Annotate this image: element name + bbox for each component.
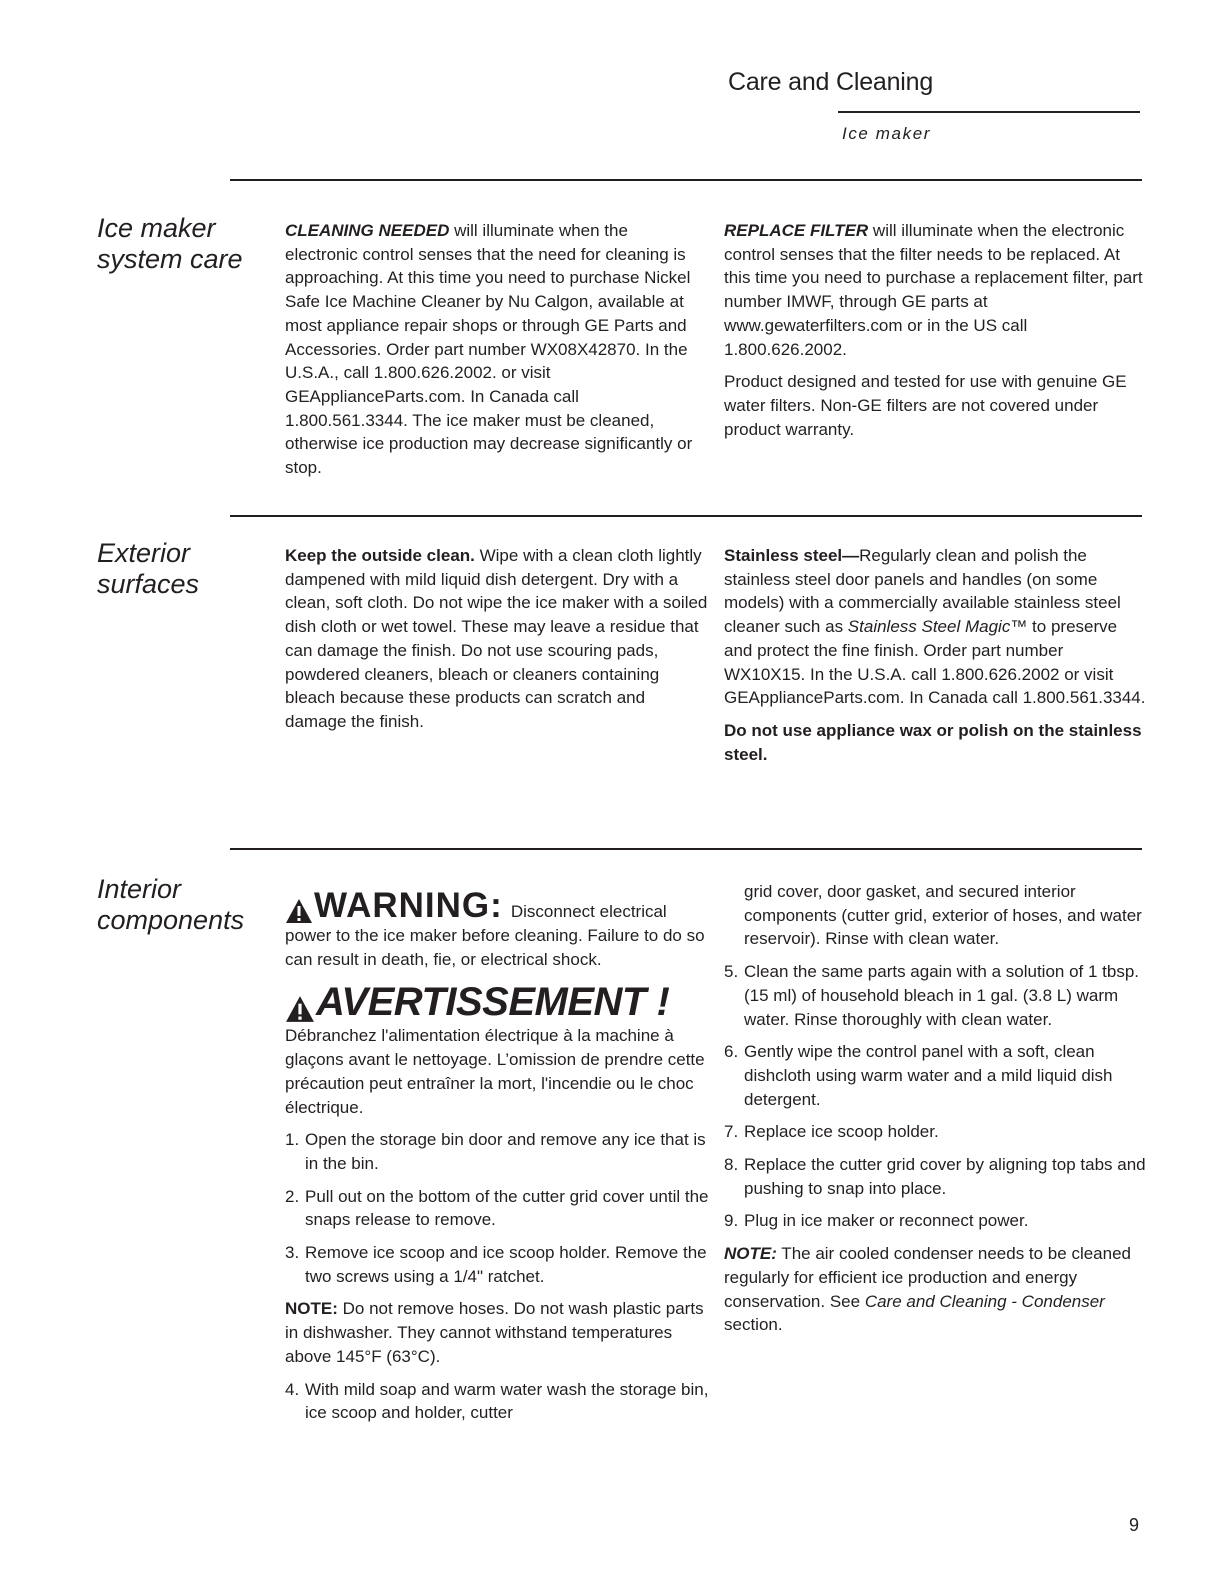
note-text: The air cooled condenser needs to be cleaned regularly for efficient ice production and energy conservation. See <box>724 1244 1131 1311</box>
stainless-steel-label: Stainless steel— <box>724 546 860 565</box>
wax-warning: Do not use appliance wax or polish on the stainless steel. <box>724 720 1142 764</box>
step-number: 9. <box>724 1211 739 1231</box>
step-item <box>285 1128 710 1175</box>
step-item <box>724 1153 1149 1200</box>
step-text: Pull out on the bottom of the cutter grid cover until the snaps release to remove. <box>305 1186 709 1230</box>
note-text: Do not remove hoses. Do not wash plastic parts in dishwasher. They cannot withstand temperatures above 145°F (63°C). <box>285 1299 704 1366</box>
replace-filter-label: REPLACE FILTER <box>724 221 869 240</box>
step-number: 2. <box>285 1186 300 1206</box>
cleaning-needed-label: CLEANING NEEDED <box>285 221 450 240</box>
warning-block <box>285 888 710 924</box>
step-item <box>285 1241 710 1288</box>
step-number: 7. <box>724 1122 739 1142</box>
heading-line: system care <box>97 244 243 274</box>
step-item <box>724 1040 1149 1111</box>
product-name: Stainless Steel Magic™ <box>847 617 1028 637</box>
interior-right-column <box>724 880 1149 1346</box>
heading-line: Ice maker <box>97 213 216 243</box>
step-number: 5. <box>724 962 739 982</box>
step-text: Replace the cutter grid cover by aligning top tabs and pushing to snap into place. <box>744 1155 1146 1198</box>
step-text: Clean the same parts again with a solution of 1 tbsp. (15 ml) of household bleach in 1 gal. (3.8 L) warm water. Rinse thoroughly with clean water. <box>744 962 1140 1029</box>
heading-line: surfaces <box>97 569 200 599</box>
stainless-steel-paragraph <box>724 544 1149 775</box>
section-heading-system-care <box>97 213 243 275</box>
stainless-text: to preserve and protect the fine finish. Order part number WX10X15. In the U.S.A. call 1.800.626.2002 or visit GEApplianceParts.com. In Canada call 1.800.561.3344. <box>724 617 1146 708</box>
heading-line: Interior <box>97 874 182 904</box>
note-label: NOTE: <box>285 1299 338 1319</box>
step-number: 6. <box>724 1042 739 1062</box>
step-number: 8. <box>724 1155 739 1175</box>
step-text: With mild soap and warm water wash the storage bin, ice scoop and holder, cutter <box>305 1379 709 1423</box>
warranty-note: Product designed and tested for use with genuine GE water filters. Non-GE filters are not covered under product warranty. <box>724 372 1127 439</box>
replace-filter-text: will illuminate when the electronic control senses that the filter needs to be replaced. At this time you need to purchase a replacement filter, part number IMWF, through GE parts at www.gewaterfilters.com or in the US call 1.800.626.2002. <box>724 221 1143 359</box>
warning-triangle-icon <box>285 898 313 924</box>
step-4-continued: grid cover, door gasket, and secured interior components (cutter grid, exterior of hoses, and water reservoir). Rinse with clean water. <box>744 882 1142 949</box>
warning-first-line: Disconnect electrical <box>510 902 667 922</box>
step-text: Plug in ice maker or reconnect power. <box>744 1211 1029 1231</box>
step-item <box>724 1120 1149 1144</box>
keep-clean-label: Keep the outside clean. <box>285 546 475 565</box>
avertissement-text: Débranchez l'alimentation électrique à la machine à glaçons avant le nettoyage. L’omission de prendre cette précaution peut entraîner la mort, l'incendie ou le choc électrique. <box>285 1026 705 1117</box>
keep-clean-text: Wipe with a clean cloth lightly dampened with mild liquid dish detergent. Dry with a clean, soft cloth. Do not wipe the ice maker with a soiled dish cloth or wet towel. These may leave a residue that can damage the finish. Do not use scouring pads, powdered cleaners, bleach or cleaners containing bleach because these products can scratch and damage the finish. <box>285 546 708 731</box>
section-divider <box>230 848 1142 850</box>
page-title: Care and Cleaning <box>728 68 934 96</box>
page-number: 9 <box>1129 1515 1140 1535</box>
exterior-clean-paragraph <box>285 544 710 743</box>
cleaning-needed-text: will illuminate when the electronic control senses that the need for cleaning is approaching. At this time you need to purchase Nickel Safe Ice Machine Cleaner by Nu Calgon, available at most appliance repair shops or through GE Parts and Accessories. Order part number WX08X42870. In the U.S.A., call 1.800.626.2002. or visit GEApplianceParts.com. In Canada call 1.800.561.3344. The ice maker must be cleaned, otherwise ice production may decrease significantly or stop. <box>285 221 693 478</box>
stainless-text: Regularly clean and polish the stainless steel door panels and handles (on some models) with a commercially available stainless steel cleaner such as <box>724 546 1121 637</box>
note-text: section. <box>724 1315 783 1335</box>
step-number: 3. <box>285 1243 300 1263</box>
page-subtitle: Ice maker <box>842 124 932 143</box>
warning-text: power to the ice maker before cleaning. Failure to do so can result in death, fie, or electrical shock. <box>285 926 705 969</box>
step-text: Replace ice scoop holder. <box>744 1122 939 1142</box>
section-divider <box>230 515 1142 517</box>
warning-label: WARNING: <box>314 886 503 925</box>
note-label: NOTE: <box>724 1244 777 1264</box>
step-item <box>724 960 1149 1031</box>
note-hoses <box>285 1297 710 1368</box>
condenser-section-reference: Care and Cleaning - Condenser <box>864 1291 1105 1311</box>
warning-heading <box>285 888 503 924</box>
section-heading-interior <box>97 874 244 936</box>
step-item <box>724 1209 1149 1233</box>
header-divider <box>838 111 1140 113</box>
section-divider <box>230 179 1142 181</box>
cleaning-needed-paragraph <box>285 219 705 489</box>
heading-line: Exterior <box>97 538 191 568</box>
step-item <box>285 1185 710 1232</box>
steps-list-left-cont <box>285 1378 710 1425</box>
replace-filter-paragraph <box>724 219 1144 450</box>
step-number: 4. <box>285 1379 300 1399</box>
step-text: Gently wipe the control panel with a soft, clean dishcloth using warm water and a mild liquid dish detergent. <box>744 1042 1113 1109</box>
steps-list-right <box>724 960 1149 1233</box>
step-text: Open the storage bin door and remove any ice that is in the bin. <box>305 1130 706 1173</box>
avertissement-heading <box>285 980 710 1024</box>
steps-list-left <box>285 1128 710 1288</box>
interior-left-column <box>285 888 710 1434</box>
step-item <box>285 1378 710 1425</box>
section-heading-exterior <box>97 538 199 600</box>
heading-line: components <box>97 905 245 935</box>
step-text: Remove ice scoop and ice scoop holder. Remove the two screws using a 1/4" ratchet. <box>305 1243 707 1286</box>
note-condenser <box>724 1242 1149 1337</box>
avertissement-label: AVERTISSEMENT ! <box>316 980 670 1025</box>
warning-triangle-icon <box>285 994 315 1024</box>
step-number: 1. <box>285 1130 300 1150</box>
